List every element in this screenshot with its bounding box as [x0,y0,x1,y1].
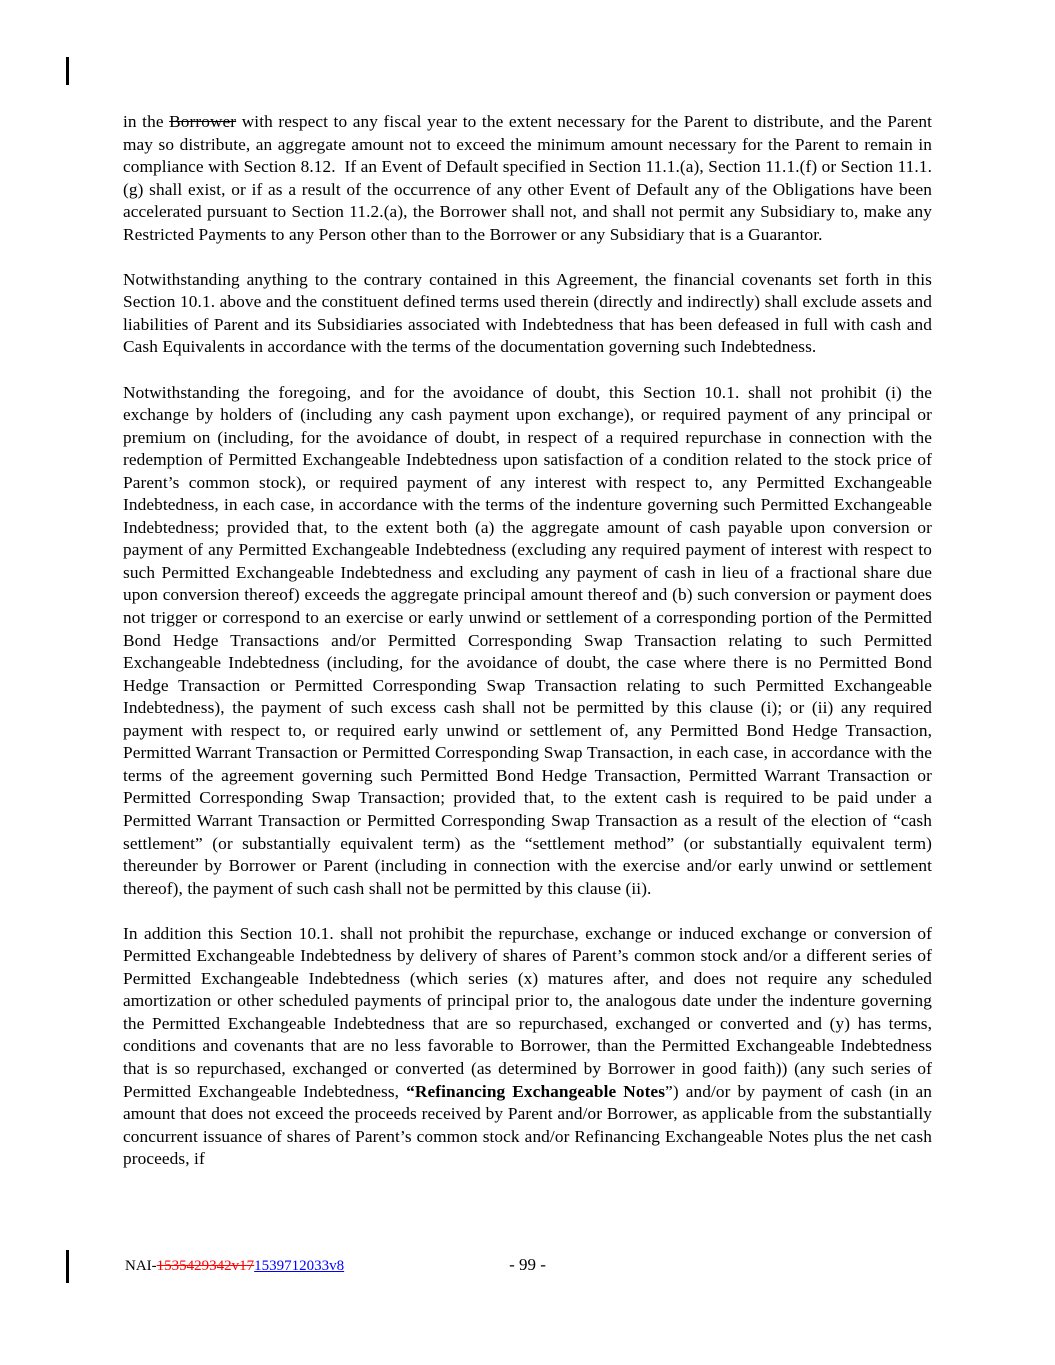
paragraph-1 [123,111,932,246]
doc-id-deleted: 1535429342v17 [156,1258,255,1274]
revision-change-bar-top [66,57,69,85]
paragraph-4 [123,923,932,1171]
page-number: - 99 - [509,1255,546,1274]
paragraph-2: Notwithstanding anything to the contrary contained in this Agreement, the financial covenants set forth in this Section 10.1. above and the constituent defined terms used therein (directly and indirectly) shall exclude assets and liabilities of Parent and its Subsidiaries associated with Indebtedness that has been defeased in full with cash and Cash Equivalents in accordance with the terms of the documentation governing such Indebtedness. [123,269,932,357]
deleted-word: Borrower [169,112,237,131]
defined-term-bold: “Refinancing Exchangeable Notes [406,1081,666,1101]
paragraph-4-text-post: ”) and/or by payment of cash (in an amount that does not exceed the proceeds received by Parent and/or Borrower, as applicable from the substantially concurrent issuance of shares of Parent’s common stock and/or Refinancing Exchangeable Notes plus the net cash proceeds, if [123,1081,933,1169]
doc-id-prefix: NAI- [125,1258,157,1274]
paragraph-4-text-pre: In addition this Section 10.1. shall not prohibit the repurchase, exchange or induced exchange or conversion of Permitted Exchangeable Indebtedness by delivery of shares of Parent’s common stock and/or a different series of Permitted Exchangeable Indebtedness (which series (x) matures after, and does not require any scheduled amortization or other scheduled payments of principal prior to, the analogous date under the indenture governing the Permitted Exchangeable Indebtedness that are so repurchased, exchanged or converted and (y) has terms, conditions and covenants that are no less favorable to Borrower, than the Permitted Exchangeable Indebtedness that is so repurchased, exchanged or converted (as determined by Borrower in good faith)) (any such series of Permitted Exchangeable Indebtedness, [123,923,932,1101]
paragraph-1-text-post: with respect to any fiscal year to the extent necessary for the Parent to distribute, and the Parent may so distribute, an aggregate amount not to exceed the minimum amount necessary for the Parent to remain in compliance with Section 8.12. If an Event of Default specified in Section 11.1.(a), Section 11.1.(f) or Section 11.1.(g) shall exist, or if as a result of the occurrence of any other Event of Default any of the Obligations have been accelerated pursuant to Section 11.2.(a), the Borrower shall not, and shall not permit any Subsidiary to, make any Restricted Payments to any Person other than to the Borrower or any Subsidiary that is a Guarantor. [123,112,932,244]
paragraph-1-text-pre: in the [123,112,170,131]
paragraph-3: Notwithstanding the foregoing, and for the avoidance of doubt, this Section 10.1. shall not prohibit (i) the exchange by holders of (including any cash payment upon exchange), or required payment of any principal or premium on (including, for the avoidance of doubt, in respect of a required repurchase in connection with the redemption of Permitted Exchangeable Indebtedness upon satisfaction of a condition related to the stock price of Parent’s common stock), or required payment of any interest with respect to, any Permitted Exchangeable Indebtedness, in each case, in accordance with the terms of the indenture governing such Permitted Exchangeable Indebtedness; provided that, to the extent both (a) the aggregate amount of cash payable upon conversion or payment of any Permitted Exchangeable Indebtedness (excluding any required payment of interest with respect to such Permitted Exchangeable Indebtedness and excluding any payment of cash in lieu of a fractional share due upon conversion thereof) exceeds the aggregate principal amount thereof and (b) such conversion or payment does not trigger or correspond to an exercise or early unwind or settlement of a corresponding portion of the Permitted Bond Hedge Transactions and/or Permitted Corresponding Swap Transaction relating to such Permitted Exchangeable Indebtedness (including, for the avoidance of doubt, the case where there is no Permitted Bond Hedge Transaction or Permitted Corresponding Swap Transaction relating to such Permitted Exchangeable Indebtedness), the payment of such excess cash shall not be permitted by this clause (i); or (ii) any required payment with respect to, or required early unwind or settlement of, any Permitted Bond Hedge Transaction, Permitted Warrant Transaction or Permitted Corresponding Swap Transaction, in each case, in accordance with the terms of the agreement governing such Permitted Bond Hedge Transaction, Permitted Warrant Transaction or Permitted Corresponding Swap Transaction; provided that, to the extent cash is required to be paid under a Permitted Warrant Transaction or Permitted Corresponding Swap Transaction as a result of the election of “cash settlement” (or substantially equivalent term) as the “settlement method” (or substantially equivalent term) thereunder by Borrower or Parent (including in connection with the exercise and/or early unwind or settlement thereof), the payment of such cash shall not be permitted by this clause (ii). [123,382,932,898]
document-body [123,111,932,1193]
doc-id-inserted: 1539712033v8 [254,1258,345,1274]
